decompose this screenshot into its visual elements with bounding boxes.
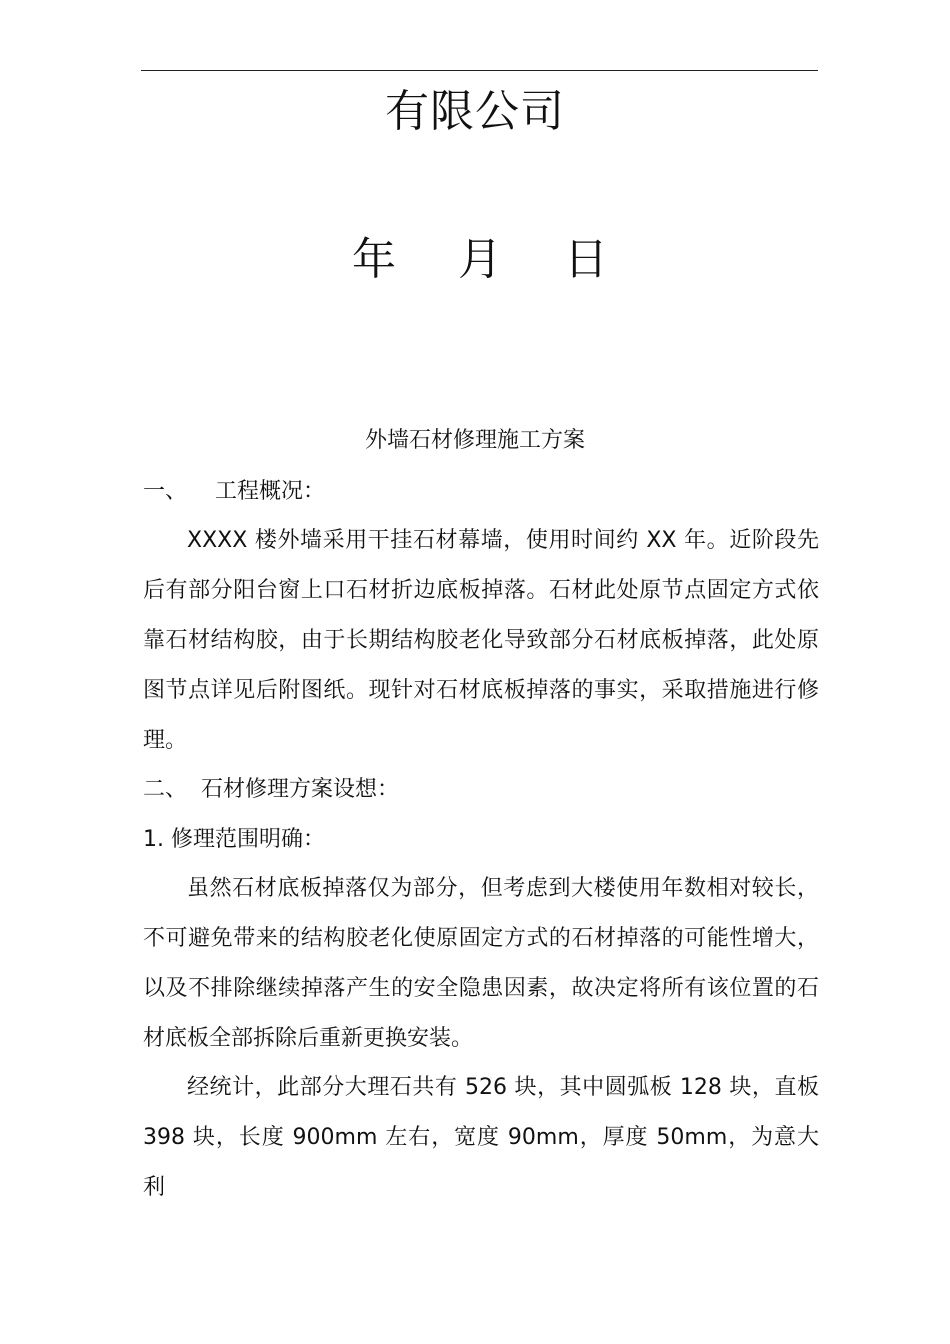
section-2-heading: 二、 石材修理方案设想： [143, 777, 399, 802]
document-title: 外墙石材修理施工方案 [364, 428, 585, 453]
subsection-1-paragraph-1: 虽然石材底板掉落仅为部分，但考虑到大楼使用年数相对较长，不可避免带来的结构胶老化使原固定方式的石材掉落的可能性增大，以及不排除继续掉落产生的安全隐患因素，故决定将所有该位置的石材底板全部拆除后重新更换安装。 [143, 876, 819, 1051]
section-1-heading: 一、 工程概况： [143, 479, 325, 504]
header-rule [141, 70, 818, 71]
date-day: 日 [564, 234, 608, 285]
subsection-1-paragraph-2: 经统计，此部分大理石共有 526 块，其中圆弧板 128 块，直板 398 块，长度 900mm 左右，宽度 90mm，厚度 50mm，为意大利 [143, 1075, 819, 1200]
section-1-paragraph: XXXX 楼外墙采用干挂石材幕墙，使用时间约 XX 年。近阶段先后有部分阳台窗上口石材折边底板掉落。石材此处原节点固定方式依靠石材结构胶，由于长期结构胶老化导致部分石材底板掉落，此处原图节点详见后附图纸。现针对石材底板掉落的事实，采取措施进行修理。 [143, 528, 819, 753]
date-month: 月 [458, 234, 502, 285]
date-year: 年 [352, 234, 396, 285]
subsection-1-heading: 1. 修理范围明确： [143, 827, 325, 852]
company-name: 有限公司 [385, 86, 565, 137]
date-line [352, 232, 612, 288]
